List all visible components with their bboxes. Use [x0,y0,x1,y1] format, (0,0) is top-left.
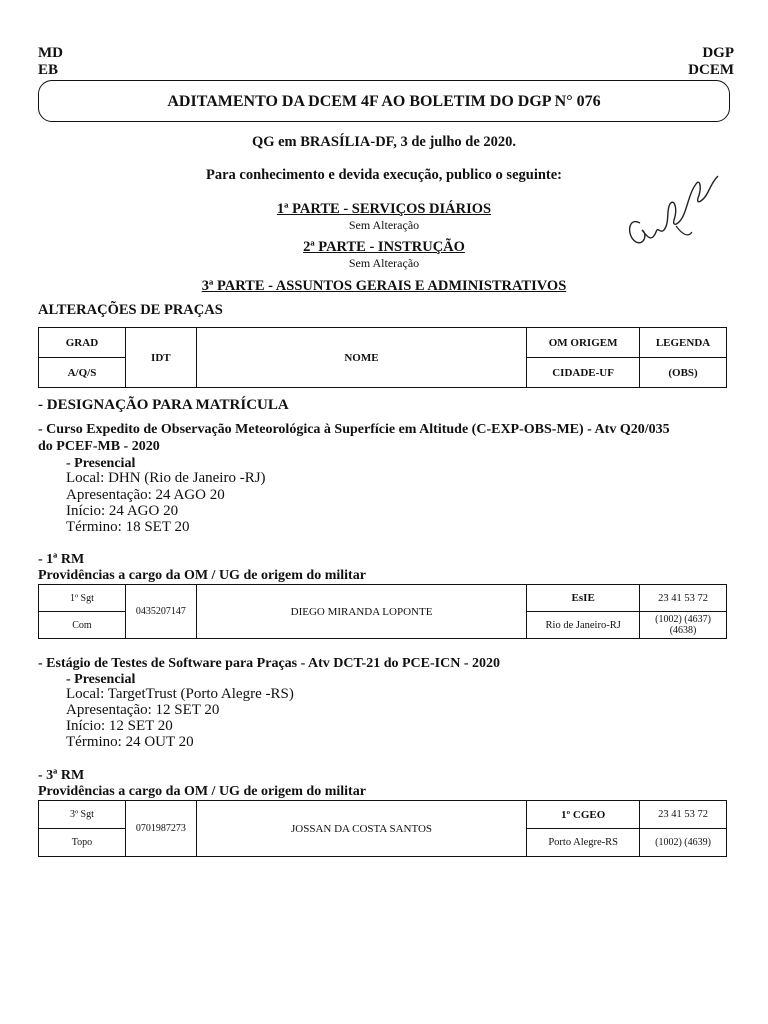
table-cell-legenda-2: (1002) (4639) [640,829,727,857]
table-cell-cidade: Porto Alegre-RS [527,829,640,857]
table-cell-idt: 0435207147 [125,585,196,639]
part-3-title: 3ª PARTE - ASSUNTOS GERAIS E ADMINISTRATIVOS [201,278,567,294]
legenda-line-2: (1002) (4637) [655,614,711,625]
table-cell-grad: 1º Sgt [39,585,126,612]
course-2-inicio: Início: 12 SET 20 [66,718,173,734]
course-1-title-line1: - Curso Expedito de Observação Meteorológica à Superfície em Altitude (C-EXP-OBS-ME) - Atv Q20/035 [38,422,670,437]
course-1-table [38,584,727,639]
header-right-dcem: DCEM [688,62,734,78]
handwritten-signature [618,168,728,258]
col-nome: NOME [196,328,526,388]
table-cell-aqs: Topo [39,829,126,857]
document-title: ADITAMENTO DA DCEM 4F AO BOLETIM DO DGP N° 076 [167,93,601,110]
table-cell-cidade: Rio de Janeiro-RJ [527,612,640,639]
part-1-note: Sem Alteração [348,218,420,232]
course-1-region: - 1ª RM [38,552,85,567]
course-2-mode: - Presencial [66,672,136,687]
course-2-termino: Término: 24 OUT 20 [66,734,194,750]
col-om-origem: OM ORIGEM [527,328,640,358]
table-cell-nome: DIEGO MIRANDA LOPONTE [196,585,526,639]
table-cell-grad: 3º Sgt [39,801,126,829]
table-cell-aqs: Com [39,612,126,639]
table-cell-legenda-1: 23 41 53 72 [640,585,727,612]
header-right-dgp: DGP [702,45,734,61]
col-idt: IDT [125,328,196,388]
col-legenda: LEGENDA [640,328,727,358]
course-1-apresentacao: Apresentação: 24 AGO 20 [66,487,225,503]
course-2-table [38,800,727,857]
course-1-termino: Término: 18 SET 20 [66,519,190,535]
table-cell-om: 1º CGEO [527,801,640,829]
table-cell-om: EsIE [527,585,640,612]
course-2-local: Local: TargetTrust (Porto Alegre -RS) [66,686,294,702]
course-2-apresentacao: Apresentação: 12 SET 20 [66,702,220,718]
part-2-note: Sem Alteração [348,256,420,270]
intro-text: Para conhecimento e devida execução, publico o seguinte: [205,167,562,183]
course-2-region: - 3ª RM [38,768,85,783]
header-left-md: MD [38,45,63,61]
table-cell-idt: 0701987273 [125,801,196,857]
course-1-providencias: Providências a cargo da OM / UG de origem do militar [38,568,366,583]
legenda-line-3: (4638) [669,625,697,636]
course-1-local: Local: DHN (Rio de Janeiro -RJ) [66,470,266,486]
part-1-title: 1ª PARTE - SERVIÇOS DIÁRIOS [276,201,492,217]
legend-table [38,327,727,388]
section-heading: ALTERAÇÕES DE PRAÇAS [38,302,223,318]
course-2-providencias: Providências a cargo da OM / UG de origem do militar [38,784,366,799]
col-cidade-uf: CIDADE-UF [527,358,640,388]
part-2-title: 2ª PARTE - INSTRUÇÃO [303,239,465,255]
col-aqs: A/Q/S [39,358,126,388]
col-obs: (OBS) [640,358,727,388]
table-cell-nome: JOSSAN DA COSTA SANTOS [196,801,526,857]
course-1-inicio: Início: 24 AGO 20 [66,503,179,519]
designation-heading: - DESIGNAÇÃO PARA MATRÍCULA [38,397,289,413]
table-cell-legenda-1: 23 41 53 72 [640,801,727,829]
course-1-title-line2: do PCEF-MB - 2020 [38,439,160,454]
course-2-title-line1: - Estágio de Testes de Software para Praças - Atv DCT-21 do PCE-ICN - 2020 [38,656,500,671]
col-grad: GRAD [39,328,126,358]
header-left-eb: EB [38,62,59,78]
table-cell-legenda-2 [640,612,727,639]
place-date: QG em BRASÍLIA-DF, 3 de julho de 2020. [251,134,517,150]
course-1-mode: - Presencial [66,456,136,471]
